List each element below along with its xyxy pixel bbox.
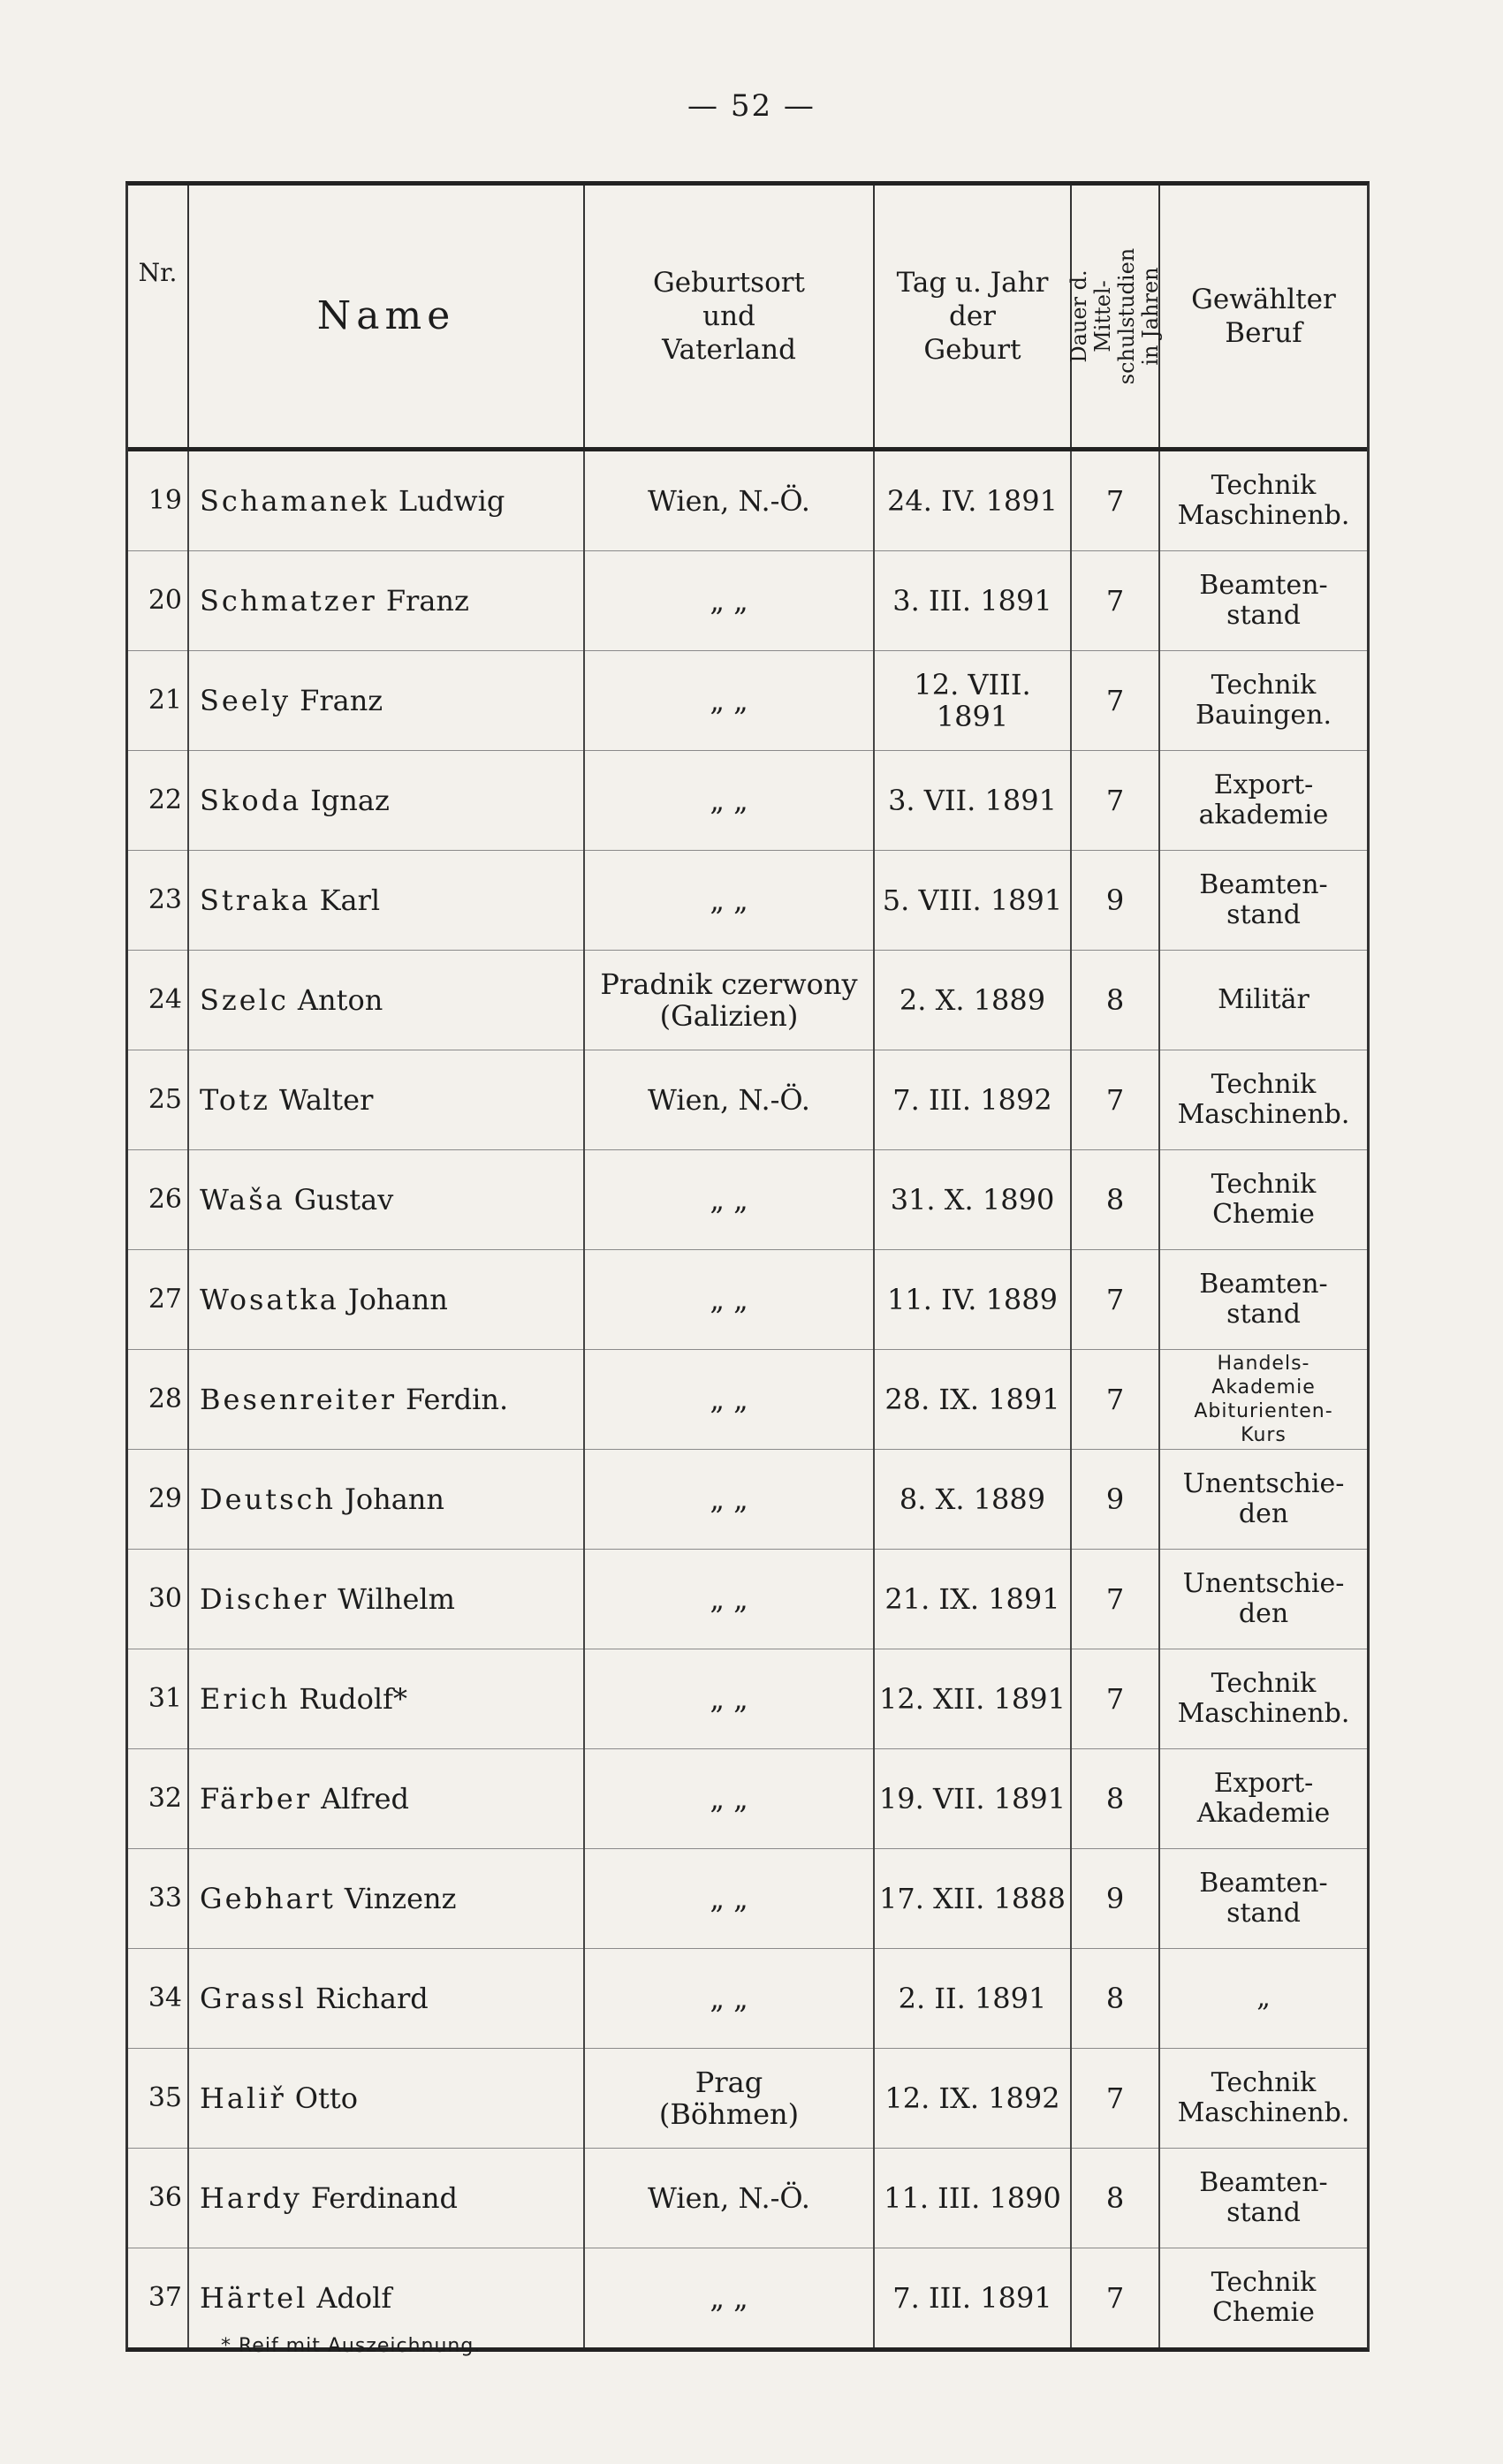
table-header-row [128, 186, 1367, 450]
given-name: Walter [278, 1083, 374, 1117]
header-profession: Gewählter Beruf [1159, 186, 1367, 450]
name-cell [188, 2149, 584, 2248]
birthplace: „ „ [584, 851, 874, 951]
table-row [128, 1050, 1367, 1150]
table-row [128, 450, 1367, 551]
name-cell [188, 851, 584, 951]
name-cell [188, 751, 584, 851]
surname: Färber [200, 1782, 313, 1816]
chosen-profession: Handels- Akademie Abiturienten- Kurs [1159, 1350, 1367, 1450]
row-number: 31 [128, 1649, 188, 1749]
birthdate: 3. III. 1891 [874, 551, 1071, 651]
row-number: 32 [128, 1749, 188, 1849]
study-duration: 9 [1071, 851, 1159, 951]
table-row [128, 1250, 1367, 1350]
birthplace: „ „ [584, 1749, 874, 1849]
name-cell [188, 551, 584, 651]
given-name: Ludwig [398, 484, 505, 518]
given-name: Johann [345, 1482, 445, 1516]
given-name: Wilhelm [338, 1582, 455, 1616]
chosen-profession: Technik Chemie [1211, 2267, 1317, 2328]
name-cell [188, 1150, 584, 1250]
surname: Discher [200, 1582, 330, 1616]
study-duration: 7 [1071, 551, 1159, 651]
header-duration [1067, 186, 1163, 450]
given-name: Karl [319, 883, 381, 917]
given-name: Ferdinand [310, 2181, 459, 2215]
study-duration: 7 [1071, 1250, 1159, 1350]
birthplace: „ „ [584, 2248, 874, 2348]
table-row [128, 1949, 1367, 2049]
table-row [128, 1150, 1367, 1250]
name-cell [188, 1749, 584, 1849]
name-cell [188, 1649, 584, 1749]
surname: Deutsch [200, 1482, 337, 1516]
row-number: 29 [128, 1450, 188, 1550]
header-birthplace: Geburtsort und Vaterland [584, 186, 874, 450]
birthdate: 2. II. 1891 [874, 1949, 1071, 2049]
chosen-profession: Technik Chemie [1159, 1150, 1367, 1250]
birthplace: „ „ [584, 1949, 874, 2049]
birthdate: 11. III. 1890 [874, 2149, 1071, 2248]
table-row [128, 2149, 1367, 2248]
row-number: 27 [128, 1250, 188, 1350]
study-duration: 8 [1071, 1150, 1159, 1250]
chosen-profession: Technik Bauingen. [1159, 651, 1367, 751]
page-number: — 52 — [687, 88, 816, 124]
birthdate: 5. VIII. 1891 [874, 851, 1071, 951]
study-duration: 8 [1071, 951, 1159, 1050]
row-number: 33 [128, 1849, 188, 1949]
study-duration: 8 [1071, 1949, 1159, 2049]
given-name: Rudolf* [299, 1682, 407, 1716]
surname: Straka [200, 883, 311, 917]
name-cell [188, 1550, 584, 1649]
name-cell [188, 2049, 584, 2149]
given-name: Ignaz [310, 784, 390, 817]
birthdate: 12. XII. 1891 [874, 1649, 1071, 1749]
header-name: Name [188, 186, 584, 450]
given-name: Franz [300, 684, 383, 717]
given-name: Adolf [316, 2281, 392, 2315]
header-birthdate: Tag u. Jahr der Geburt [874, 186, 1071, 450]
birthplace: „ „ [584, 1250, 874, 1350]
row-number: 36 [128, 2149, 188, 2248]
birthplace: Wien, N.-Ö. [584, 1050, 874, 1150]
table-row [128, 551, 1367, 651]
birthplace: Wien, N.-Ö. [584, 450, 874, 551]
table-row [128, 751, 1367, 851]
surname: Erich [200, 1682, 291, 1716]
study-duration: 9 [1071, 1849, 1159, 1949]
study-duration: 7 [1071, 1550, 1159, 1649]
study-duration: 9 [1071, 1450, 1159, 1550]
birthdate: 28. IX. 1891 [874, 1350, 1071, 1450]
study-duration: 7 [1071, 751, 1159, 851]
study-duration: 7 [1071, 1350, 1159, 1450]
surname: Grassl [200, 1982, 307, 2015]
row-number: 20 [128, 551, 188, 651]
row-number: 25 [128, 1050, 188, 1150]
footnote: * Reif mit Auszeichnung. [221, 2335, 482, 2357]
given-name: Vinzenz [344, 1882, 457, 1915]
birthplace: „ „ [584, 1849, 874, 1949]
birthdate: 24. IV. 1891 [874, 450, 1071, 551]
row-number: 23 [128, 851, 188, 951]
given-name: Johann [347, 1283, 448, 1316]
birthplace: Pradnik czerwony (Galizien) [584, 951, 874, 1050]
given-name: Otto [294, 2081, 358, 2115]
birthdate: 12. VIII. 1891 [874, 651, 1071, 751]
name-cell [188, 1949, 584, 2049]
name-cell [188, 651, 584, 751]
given-name: Gustav [293, 1183, 394, 1217]
birthplace: „ „ [584, 1450, 874, 1550]
chosen-profession: Technik Maschinenb. [1159, 1050, 1367, 1150]
surname: Totz [200, 1083, 270, 1117]
chosen-profession: Beamten- stand [1159, 551, 1367, 651]
birthdate: 3. VII. 1891 [874, 751, 1071, 851]
surname: Hardy [200, 2181, 302, 2215]
chosen-profession: Beamten- stand [1159, 1250, 1367, 1350]
birthplace: „ „ [584, 1350, 874, 1450]
surname: Seely [200, 684, 292, 717]
given-name: Alfred [321, 1782, 410, 1816]
surname: Gebhart [200, 1882, 336, 1915]
birthdate: 17. XII. 1888 [874, 1849, 1071, 1949]
surname: Wosatka [200, 1283, 339, 1316]
surname: Skoda [200, 784, 302, 817]
row-number: 21 [128, 651, 188, 751]
birthplace: „ „ [584, 651, 874, 751]
birthdate: 31. X. 1890 [874, 1150, 1071, 1250]
study-duration: 7 [1071, 2248, 1159, 2348]
row-number: 24 [128, 951, 188, 1050]
row-number: 35 [128, 2049, 188, 2149]
birthdate: 12. IX. 1892 [874, 2049, 1071, 2149]
study-duration: 7 [1071, 651, 1159, 751]
table-row [128, 1350, 1367, 1450]
graduates-table [125, 181, 1370, 2352]
birthplace: „ „ [584, 1649, 874, 1749]
birthplace: Prag (Böhmen) [584, 2049, 874, 2149]
chosen-profession: Beamten- stand [1159, 1849, 1367, 1949]
study-duration: 7 [1071, 1050, 1159, 1150]
given-name: Ferdin. [405, 1383, 509, 1416]
chosen-profession: Technik Maschinenb. [1159, 450, 1367, 551]
birthdate: 19. VII. 1891 [874, 1749, 1071, 1849]
row-number: 22 [128, 751, 188, 851]
name-cell [188, 1450, 584, 1550]
birthdate: 7. III. 1891 [874, 2248, 1071, 2348]
table-row [128, 1450, 1367, 1550]
surname: Besenreiter [200, 1383, 397, 1416]
study-duration: 7 [1071, 450, 1159, 551]
study-duration: 8 [1071, 1749, 1159, 1849]
row-number: 37 [128, 2248, 188, 2348]
table-row [128, 1550, 1367, 1649]
surname: Szelc [200, 983, 289, 1017]
name-cell [188, 1849, 584, 1949]
row-number: 19 [128, 450, 188, 551]
study-duration: 7 [1071, 2049, 1159, 2149]
header-nr: Nr. [128, 186, 188, 450]
row-number: 26 [128, 1150, 188, 1250]
birthplace: „ „ [584, 551, 874, 651]
given-name: Richard [315, 1982, 429, 2015]
chosen-profession: Technik Maschinenb. [1159, 1649, 1367, 1749]
surname: Haliř [200, 2081, 286, 2115]
name-cell [188, 951, 584, 1050]
surname: Härtel [200, 2281, 308, 2315]
given-name: Anton [297, 983, 383, 1017]
surname: Schmatzer [200, 584, 377, 618]
birthdate: 21. IX. 1891 [874, 1550, 1071, 1649]
table-row [128, 851, 1367, 951]
table-row [128, 1849, 1367, 1949]
birthdate: 7. III. 1892 [874, 1050, 1071, 1150]
table-row [128, 2049, 1367, 2149]
birthdate: 11. IV. 1889 [874, 1250, 1071, 1350]
study-duration: 7 [1071, 1649, 1159, 1749]
header-duration-label: Dauer d. Mittel- schulstudien in Jahren [1067, 247, 1163, 385]
birthplace: „ „ [584, 1150, 874, 1250]
name-cell [188, 1250, 584, 1350]
table-row [128, 1649, 1367, 1749]
row-number: 28 [128, 1350, 188, 1450]
birthdate: 2. X. 1889 [874, 951, 1071, 1050]
given-name: Franz [385, 584, 469, 618]
birthplace: „ „ [584, 751, 874, 851]
chosen-profession: Export- Akademie [1159, 1749, 1367, 1849]
row-number: 34 [128, 1949, 188, 2049]
row-number: 30 [128, 1550, 188, 1649]
study-duration: 8 [1071, 2149, 1159, 2248]
name-cell [188, 1350, 584, 1450]
chosen-profession: Technik Maschinenb. [1159, 2049, 1367, 2149]
chosen-profession: Unentschie- den [1159, 1450, 1367, 1550]
table-row [128, 951, 1367, 1050]
chosen-profession: Beamten- stand [1159, 851, 1367, 951]
table-row [128, 1749, 1367, 1849]
birthplace: „ „ [584, 1550, 874, 1649]
table-row [128, 2248, 1367, 2348]
name-cell [188, 2248, 584, 2348]
chosen-profession: Beamten- stand [1159, 2149, 1367, 2248]
birthplace: Wien, N.-Ö. [584, 2149, 874, 2248]
surname: Schamanek [200, 484, 390, 518]
birthdate: 8. X. 1889 [874, 1450, 1071, 1550]
chosen-profession: Unentschie- den [1159, 1550, 1367, 1649]
name-cell [188, 1050, 584, 1150]
chosen-profession: Export- akademie [1159, 751, 1367, 851]
chosen-profession: Militär [1159, 951, 1367, 1050]
table-row [128, 651, 1367, 751]
chosen-profession: „ [1159, 1949, 1367, 2049]
name-cell [188, 450, 584, 551]
surname: Waša [200, 1183, 285, 1217]
